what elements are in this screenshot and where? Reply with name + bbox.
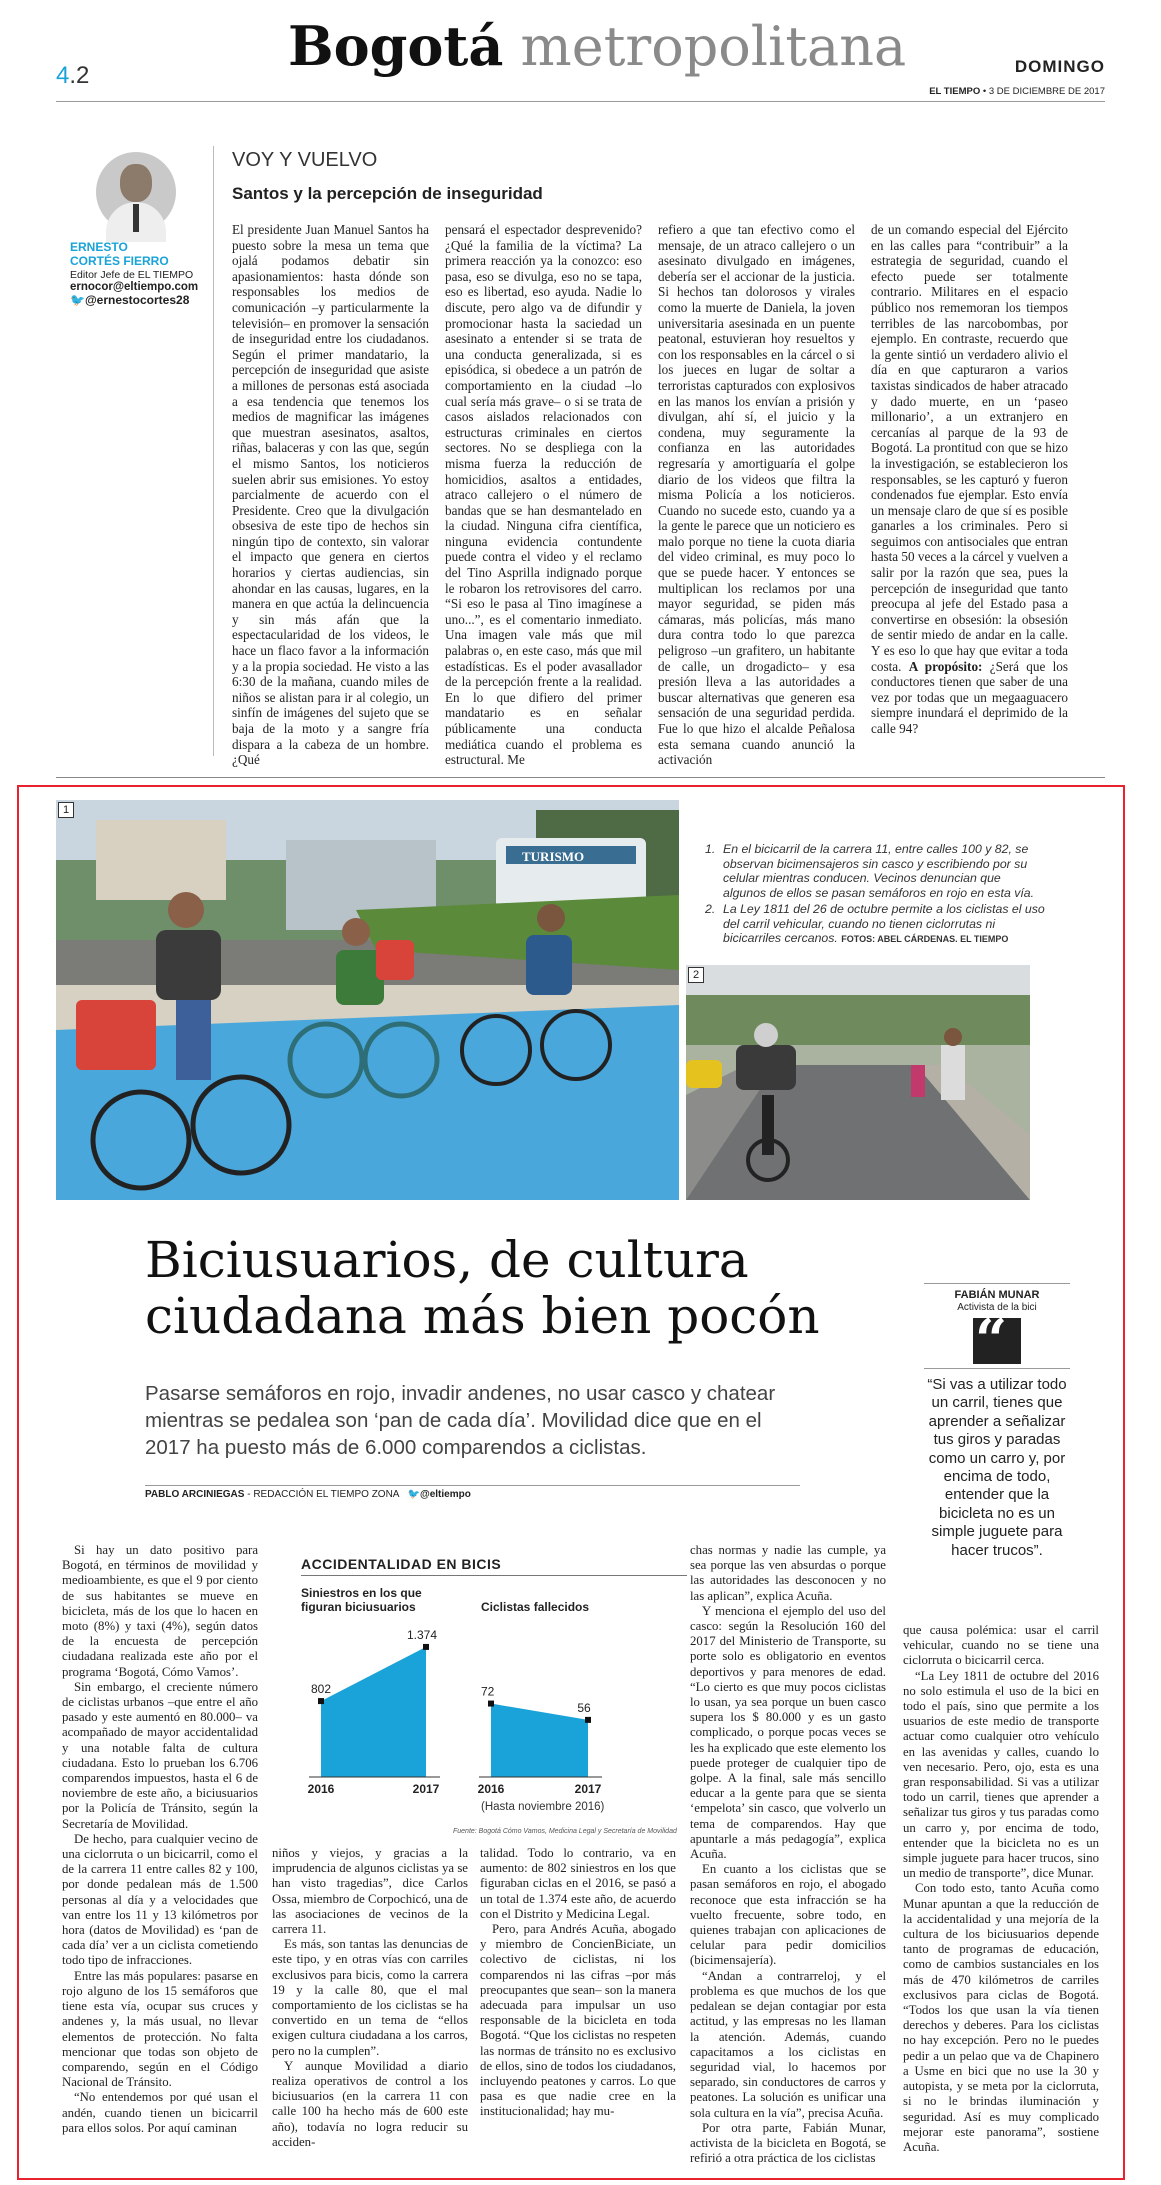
quote-icon: “ [973, 1318, 1021, 1364]
article-paragraph: En cuanto a los ciclistas que se pasan semáforos en rojo, el abogado reconoce que esta infracción se ha vuelto frecuente, sobre todo, en quienes trabajan con aplicaciones de celular para pedir domicilios (bicimensajería). [690, 1862, 886, 1968]
photo-cyclists-carrera-11 [56, 800, 679, 1200]
chart-2-value-label: 56 [577, 1700, 591, 1715]
twitter-icon: 🐦 [407, 1489, 420, 1500]
article-paragraph: Y menciona el ejemplo del uso del casco: según la Resolución 160 del 2017 del Ministerio de Transporte, su porte solo es obligatorio en eventos deportivos y para menores de edad. “Lo cierto es que muy pocos ciclistas lo usan, ya sea porque un buen casco supera los $ 80.000 y es un gasto complicado, o porque pocas veces se les ha explicado que este elemento los puede proteger de cualquier tipo de golpe. A la final, sale más sencillo educar a la gente para que se sienta ‘empelota’ sin casco, que volverlo un tema de comparendos. Hay que apuntarle a más pedagogía”, explica Acuña. [690, 1603, 886, 1862]
headline-line-1: Biciusuarios, de cultura [145, 1231, 749, 1289]
article-paragraph: Si hay un dato positivo para Bogotá, en términos de movilidad y medioambiente, es que el 9 por ciento de sus habitantes se mueve en bicicleta, más de los que lo hacen en moto (8%) y taxi (4%), según datos de la encuesta de percepción ciudadana realizada este año por el programa ‘Bogotá, Cómo Vamos’. [62, 1543, 258, 1679]
infographic-title: ACCIDENTALIDAD EN BICIS [301, 1556, 502, 1572]
pull-quote-rule [924, 1283, 1070, 1284]
author-avatar [96, 152, 176, 232]
infographic-note: (Hasta noviembre 2016) [481, 1801, 605, 1813]
caption-2 [705, 902, 1045, 947]
chart-1-point [318, 1698, 324, 1704]
headline-line-2: ciudadana más bien pocón [145, 1287, 820, 1345]
chart-1-category-label: 2016 [307, 1782, 335, 1796]
article-column-1 [62, 1543, 258, 2181]
photo-number-1: 1 [58, 802, 74, 818]
author-last-name: CORTÉS FIERRO [70, 254, 169, 268]
article-paragraph: De hecho, para cualquier vecino de una ciclorruta o un bicicarril, como el de la carrera 11 entre calles 82 y 100, por donde pedalean más de 1.500 personas al día y a velocidades que van entre los 11 y 13 kilómetros por hora (datos de Movilidad) es ‘pan de cada día’ ver a un ciclista cometiendo todo tipo de infracciones. [62, 1831, 258, 1968]
article-deck: Pasarse semáforos en rojo, invadir andenes, no usar casco y chatear mientras se pedalea son ‘pan de cada día’. Movilidad dice que en el 2017 ha puesto más de 6.000 comparendos a ciclistas. [145, 1382, 776, 1459]
dateline [929, 86, 1105, 97]
chart-1-point [423, 1644, 429, 1650]
bus-sign: TURISMO [522, 849, 585, 864]
column-kicker: VOY Y VUELVO [232, 149, 378, 171]
photo-cyclist-vehicle-lane [686, 965, 1030, 1200]
article-paragraph: Por otra parte, Fabián Munar, activista de la bicicleta en Bogotá, se refirió a otra práctica de los ciclistas [690, 2120, 886, 2166]
column-text-1: El presidente Juan Manuel Santos ha puesto sobre la mesa un tema que ojalá podamos debatir sin apasionamientos: hasta dónde son responsables los medios de comunicación –y particularmente la televisión– en promover la sensación de inseguridad entre los ciudadanos. Según el primer mandatario, la percepción de inseguridad que asiste a millones de personas está asociada a esa tendencia que tenemos los medios de magnificar las imágenes que muestran asesinatos, asaltos, riñas, balaceras y con las que, según el mismo Santos, los noticieros suelen abrir sus emisiones. Yo estoy parcialmente de acuerdo con el Presidente. Creo que la divulgación obsesiva de este tipo de hechos sin ningún tipo de contexto, sin valorar el impacto que genera en ciertos horarios y ciertas audiencias, sin ahondar en las causas, lugares, en la manera en que actúa la delincuencia y sin más afán que la espectacularidad de los videos, le hace un flaco favor a la información y a la propia sociedad. He visto a las 6:30 de la mañana, cuando miles de niños se alistan para ir al colegio, un sinfín de imágenes del sujeto que se baja de la moto y a sangre fría dispara a la cabeza de un hombre. ¿Qué [232, 222, 429, 768]
photo-credit: FOTOS: ABEL CÁRDENAS. EL TIEMPO [841, 934, 1009, 944]
pull-quote-rule-2 [924, 1368, 1070, 1369]
photo-captions [705, 842, 1045, 949]
article-paragraph: chas normas y nadie las cumple, ya sea porque las ven absurdas o porque las autoridades las desconocen y no las aplican”, explica Acuña. [690, 1543, 886, 1603]
article-paragraph: Con todo esto, tanto Acuña como Munar apuntan a que la reducción de la accidentalidad y una mejoría de la cultura de los biciusuarios depende tanto de programas de educación, como de cambios sustanciales en los más de 470 kilómetros de carriles exclusivos para ciclas de Bogotá. “Todos los que usan la vía tienen derechos y deberes. Para los ciclistas no hay excepción. Pero no le puedes pedir a un pelao que va de Chapinero a Usme en bici que no use la 30 y autopista, y se meta por la ciclorruta, si no le brindas iluminación y seguridad. Así es muy complicado mejorar este panorama”, sostiene Acuña. [903, 1881, 1099, 2154]
photo-1-illustration [56, 800, 679, 1200]
byline-twitter-handle: @eltiempo [419, 1489, 471, 1500]
page-number [56, 62, 89, 90]
chart-2-point [488, 1701, 494, 1707]
chart-1-value-label: 1.374 [406, 1627, 438, 1642]
accident-infographic [283, 1545, 699, 1842]
weekday: DOMINGO [1014, 57, 1105, 76]
article-paragraph: que causa polémica: usar el carril vehicular, cuando no se tiene una ciclorruta o bicicarril cerca. [903, 1623, 1099, 1668]
column-text-4 [871, 222, 1068, 757]
author-email[interactable]: ernocor@eltiempo.com [70, 281, 199, 293]
chart-2-area [491, 1704, 588, 1777]
article-headline [145, 1232, 845, 1344]
byline-twitter[interactable] [407, 1489, 470, 1500]
caption-1 [705, 842, 1045, 900]
chart-1-category-label: 2017 [412, 1782, 440, 1796]
byline-author: PABLO ARCINIEGAS [145, 1489, 245, 1500]
infographic-chart [283, 1545, 699, 1842]
article-paragraph: Es más, son tantas las denuncias de este tipo, y en otras vías con carriles exclusivos para bicis, como la carrera 19 y la calle 80, que el mal comportamiento de los ciclistas se ha convertido en un tema de “ellos exigen cultura ciudadana a los carros, pero no la cumplen”. [272, 1937, 468, 2058]
article-paragraph: niños y viejos, y gracias a la imprudencia de algunos ciclistas ya se han visto tragedias”, dice Carlos Ossa, miembro de Corpochicó, una de las asociaciones de vecinos de la carrera 11. [272, 1846, 468, 1937]
chart-2-category-label: 2017 [574, 1782, 602, 1796]
article-paragraph: talidad. Todo lo contrario, va en aumento: de 802 siniestros en los que figuraban ciclas en el 2016, se pasó a un total de 1.374 este año, de acuerdo con el Distrito y Medicina Legal. [480, 1846, 676, 1921]
chart-2-point [585, 1717, 591, 1723]
caption-1-text: En el bicicarril de la carrera 11, entre calles 100 y 82, se observan bicimensajeros sin casco y escribiendo por su celular mientras conducen. Vecinos denuncian que algunos de ellos se pasan semáforos en rojo en esta vía. [723, 842, 1035, 900]
author-role: Editor Jefe de EL TIEMPO [70, 269, 194, 281]
chart-1-area [321, 1647, 426, 1777]
chart-2-title: Ciclistas fallecidos [481, 1600, 590, 1614]
column-text-4-body: de un comando especial del Ejército en las calles para “contribuir” a la estrategia de seguridad, cuando el efecto puede ser totalmente contrario. Militares en el espacio público nos rememoran los tiempos terribles de las narcobombas, por ejemplo. En contraste, recuerdo que la gente sintió un verdadero alivio el día en que capturaron a varios taxistas sindicados de haber atracado y dado muerte, en un ‘paseo millonario’, a un extranjero en cercanías al parque de la 93 de Bogotá. La prontitud con que se hizo la investigación, se establecieron los responsables, se les capturó y fueron condenados fue ejemplar. Esto envía un mensaje claro de que sí es posible ganarles a los criminales. Pero si seguimos con antisociales que entran hasta 50 veces a la cárcel y vuelven a salir por la razón que sea, pues la percepción de inseguridad que tanto preocupa al jefe del Estado pasa a convertirse en obsesión: la obsesión de sentir miedo de andar en la calle. Y es eso lo que hay que evitar a toda costa. [871, 222, 1068, 674]
column-apropósito-text: ¿Será que los conductores tienen que saber de una vez por todas que un megaaguacero siempre inundará el deprimido de la calle 94? [871, 658, 1069, 736]
article-paragraph: “Andan a contrarreloj, y el problema es que muchos de los que pedalean se dejan contagiar por esta actitud, y las empresas no les llaman la atención. Además, cuando capacitamos a los ciclistas en seguridad vial, lo hacemos por separado, sin conductores de carros y peatones. La solución es unificar una sola cultura en la vía”, precisa Acuña. [690, 1968, 886, 2120]
twitter-icon: 🐦 [70, 293, 85, 307]
column-apropósito-label: A propósito: [908, 658, 983, 674]
pull-quote-text: “Si vas a utilizar todo un carril, tienes que aprender a señalizar tus giros y paradas como un carro y, por encima de todo, entender que la bicicleta no es un simple juguete para hacer trucos”. [927, 1376, 1067, 1559]
author-twitter-handle: @ernestocortes28 [84, 293, 190, 307]
chart-1-title: Siniestros en los que figuran biciusuarios [301, 1586, 422, 1614]
section-rule [56, 777, 1105, 778]
section-masthead [288, 14, 906, 78]
section-name-bold: Bogotá [288, 14, 504, 78]
caption-2-number: 2. [705, 902, 716, 916]
chart-2-category-label: 2016 [477, 1782, 505, 1796]
caption-1-number: 1. [705, 842, 716, 856]
author-twitter[interactable] [70, 293, 210, 307]
photo-number-2: 2 [688, 967, 704, 983]
caption-2-text: La Ley 1811 del 26 de octubre permite a los ciclistas el uso del carril vehicular, cuando no tienen ciclorrutas ni bicicarriles cercanos. [723, 902, 1045, 945]
article-paragraph: Sin embargo, el creciente número de ciclistas urbanos –que entre el año pasado y este aumentó en 80.000– va acompañado de mayor accidentalidad y una notable falta de cultura ciudadana. Esto lo prueban los 6.706 comparendos impuestos, hasta el 6 de noviembre de este año, a biciusuarios por la Policía de Tránsito, según la Secretaría de Movilidad. [62, 1679, 258, 1831]
page-number-main: 4 [56, 62, 70, 89]
page-number-sub: .2 [69, 62, 90, 89]
chart-1-value-label: 802 [311, 1682, 332, 1697]
article-column-2 [272, 1846, 468, 2181]
article-paragraph: Pero, para Andrés Acuña, abogado y miembro de ConcienBiciate, un colectivo de ciclistas, ni los comparendos ni las cifras –por más preocupantes que sean– son la manera adecuada para impulsar un uso responsable de la bicicleta en toda Bogotá. “Que los ciclistas no respeten las normas de tránsito no es exclusivo de ellos, sino de todos los ciudadanos, incluyendo peatones y carros. Lo que pasa es que nadie cree en la institucionalidad; hay mu- [480, 1922, 676, 2119]
column-divider [213, 146, 214, 756]
author-first-name: ERNESTO [70, 240, 128, 254]
section-name-light: metropolitana [520, 15, 907, 78]
article-paragraph: Y aunque Movilidad a diario realiza operativos de control a los biciusuarios (en la carrera 11 con calle 100 ha hecho más de 600 este año), todavía no logra reducir su acciden- [272, 2058, 468, 2149]
pull-quote-role: Activista de la bici [957, 1302, 1037, 1313]
article-paragraph: “La Ley 1811 de octubre del 2016 no solo estimula el uso de la bici en todo el país, sino que permite a los usuarios de este medio de transporte actuar como cualquier otro vehículo en las avenidas y calles, cuando lo ven necesario. Pero, ojo, esta es una gran responsabilidad. Si vas a utilizar todo un carril, tienes que aprender a señalizar tus giros y tus paradas como un carro y, por encima de todo, entender que la bicicleta no es un simple juguete para hacer trucos, sino un medio de transporte”, dice Munar. [903, 1668, 1099, 1881]
column-text-3: refiero a que tan efectivo como el mensaje, de un atraco callejero o un asesinato divulgado en imágenes, debería ser el accionar de la justicia. Si hechos tan dolorosos y virales como la muerte de Daniela, la joven universitaria asesinada en un puente peatonal, estuvieran hoy resueltos y con los responsables en la cárcel o si los jueces en lugar de soltar a terroristas capturados con explosivos en las manos los envían a prisión y divulgan, ahí sí, el juicio y la condena, muy seguramente la confianza en las autoridades regresaría y amortiguaría el golpe diario de los videos que filtra la misma Policía a los noticieros. Cuando no sucede esto, cuando ya a la gente le parece que un noticiero es malo porque no tiene la cuota diaria del video criminal, es muy poco lo que se puede hacer. Y entonces se multiplican los reclamos por una mayor seguridad, se piden más cámaras, más policías, más mano dura contra todo lo que parezca peligroso –un grafitero, un habitante de calle, un drogadicto– y esa presión lleva a las autoridades a buscar alternativas que generen esa sensación de una seguridad perdida. Fue lo que hizo el alcalde Peñalosa esta semana cuando anunció la activación [658, 222, 855, 768]
column-title: Santos y la percepción de inseguridad [232, 184, 543, 203]
column-text-2: pensará el espectador desprevenido? ¿Qué la familia de la víctima? La primera reacción ya la conozco: eso pasa, eso se divulga, eso no se tapa, eso es libertad, eso ayuda. Nadie lo discute, pero algo va de difundir y promocionar hasta la saciedad un asesinato a entender si se trata de una conducta generalizada, si es episódica, si obedece a un patrón de comportamiento en la ciudad –lo cual sería más grave– o si se trata de casos aislados relacionados con estructuras criminales en ciertos sectores. No se despliega con la misma fuerza la reducción de homicidios, asaltos a entidades, atraco callejero o el número de bandas que se han desmantelado en la ciudad. Ninguna cifra científica, ninguna evidencia contundente puede contra el video y el reclamo del Tino Asprilla indignado porque le robaron los retrovisores del carro. “Si eso le pasa al Tino imagínese a uno...”, es el comentario inmediato. Una imagen vale más que mil palabras o, en este caso, más que mil estadísticas. Es el poder avasallador de la percepción frente a la realidad. En lo que difiero del primer mandatario es en señalar públicamente una conducta mediática cuando el problema es estructural. Me [445, 222, 642, 768]
header-rule [56, 101, 1105, 102]
author-box [70, 240, 210, 307]
photo-2-illustration [686, 965, 1030, 1200]
article-byline [145, 1485, 800, 1500]
infographic-source: Fuente: Bogotá Cómo Vamos, Medicina Legal y Secretaría de Movilidad [453, 1828, 677, 1835]
paper-name: EL TIEMPO [929, 86, 981, 97]
pull-quote-name: FABIÁN MUNAR [954, 1289, 1040, 1301]
article-column-3 [480, 1846, 676, 2181]
date: • 3 DE DICIEMBRE DE 2017 [980, 86, 1105, 97]
article-paragraph: “No entendemos por qué usan el andén, cuando tienen un bicicarril para ellos solos. Por aquí caminan [62, 2090, 258, 2135]
article-paragraph: Entre las más populares: pasarse en rojo alguno de los 15 semáforos que tiene esta vía, ocupar sus cruces y andenes y, la más usual, no llevar elementos de protección. No falta mencionar que todas son objeto de comparendo, según en el Código Nacional de Tránsito. [62, 1968, 258, 2090]
chart-2-value-label: 72 [481, 1684, 495, 1699]
article-column-4 [690, 1543, 886, 2181]
article-column-5 [903, 1623, 1099, 2181]
byline-org: - REDACCIÓN EL TIEMPO ZONA [244, 1489, 400, 1500]
